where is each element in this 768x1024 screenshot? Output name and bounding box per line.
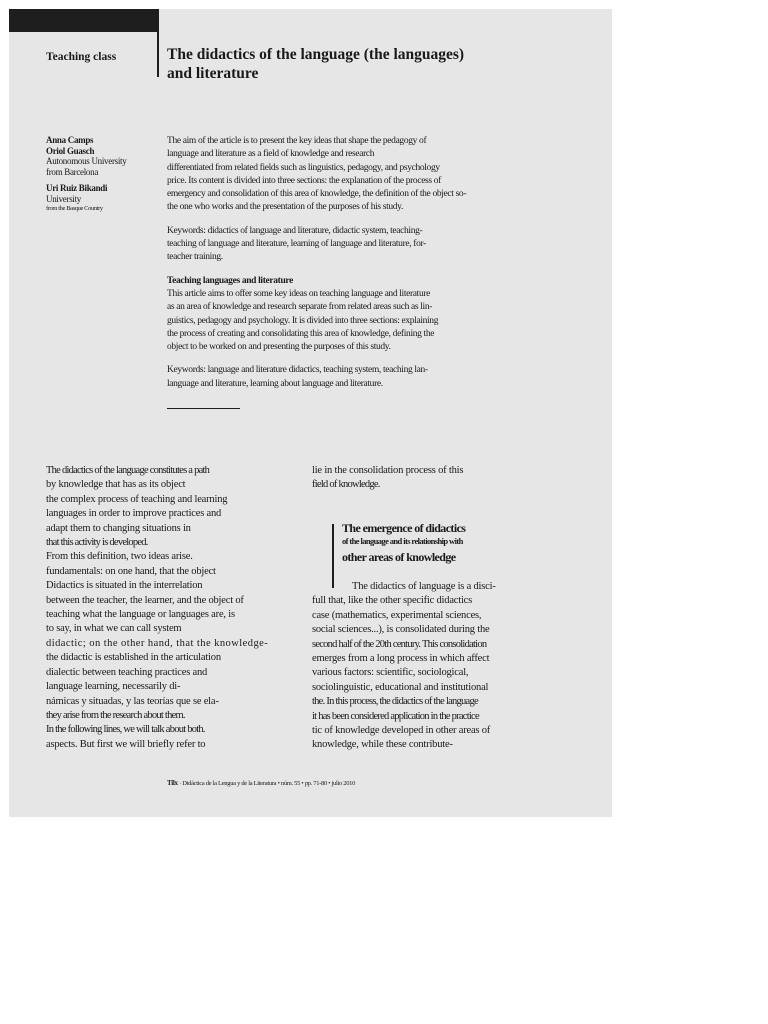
abstract-line: price. Its content is divided into three sections: the explanation of the process of: [167, 175, 441, 186]
subheading: [342, 521, 532, 568]
body-line: Didactics is situated in the interrelation: [46, 580, 203, 592]
body-line: language learning, necessarily di-: [46, 681, 181, 693]
body-line: field of knowledge.: [312, 479, 380, 491]
body-line: The didactics of language is a disci-: [352, 581, 496, 592]
abstract-line: guistics, pedagogy and psychology. It is divided into three sections: explaining: [167, 315, 439, 326]
body-line: languages in order to improve practices and: [46, 508, 222, 520]
body-line: adapt them to changing situations in: [46, 522, 191, 534]
abstract-line: This article aims to offer some key ideas on teaching language and literature: [167, 288, 431, 299]
abstract-line-spacer: [167, 215, 485, 225]
body-column-2: [312, 580, 527, 753]
body-line: lie in the consolidation process of this: [312, 465, 464, 476]
body-line: second half of the 20th century. This consolidation: [312, 638, 487, 650]
article-title: [167, 45, 527, 83]
header-tab-bar: [9, 9, 159, 32]
body-line: by knowledge that has as its object: [46, 479, 186, 491]
abstract-line: Teaching languages and literature: [167, 275, 293, 286]
body-line: In the following lines, we will talk about both.: [46, 724, 205, 736]
abstract-line: Keywords: didactics of language and literature, didactic system, teaching-: [167, 225, 423, 236]
header-divider: [157, 32, 159, 77]
journal-logo: Tilx: [167, 779, 178, 787]
author-name: Oriol Guasch: [46, 145, 95, 156]
subheading-line-1: The emergence of didactics: [342, 521, 466, 535]
body-line: social sciences...), is consolidated during the: [312, 624, 490, 636]
body-line: the. In this process, the didactics of the language: [312, 696, 478, 708]
body-line: aspects. But first we will briefly refer to: [46, 738, 206, 750]
author-affiliation: University: [46, 193, 81, 204]
body-line: knowledge, while these contribute-: [312, 739, 453, 751]
subheading-line-2: of the language and its relationship with: [342, 536, 463, 546]
abstract-line: teaching of language and literature, learning of language and literature, for-: [167, 239, 426, 250]
body-line: fundamentals: on one hand, that the object: [46, 565, 216, 577]
body-line: case (mathematics, experimental sciences,: [312, 609, 482, 621]
abstract-line: the process of creating and consolidating this area of knowledge, defining the: [167, 328, 435, 339]
subheading-rule: [332, 524, 334, 588]
body-line: that this activity is developed.: [46, 537, 148, 549]
body-line: the complex process of teaching and learning: [46, 493, 228, 505]
body-line: tic of knowledge developed in other areas of: [312, 725, 491, 737]
footer: [167, 779, 355, 787]
abstract-line: as an area of knowledge and research separate from related areas such as lin-: [167, 302, 433, 313]
author-name: Uri Ruiz Bikandi: [46, 183, 108, 193]
abstract-line: object to be worked on and presenting the purposes of this study.: [167, 342, 391, 353]
abstract-line: teacher training.: [167, 252, 223, 263]
abstract-line: language and literature as a field of knowledge and research: [167, 149, 375, 160]
section-label: Teaching class: [46, 51, 117, 63]
abstract-line: language and literature, learning about language and literature.: [167, 378, 383, 389]
abstract-line: emergency and consolidation of this area of knowledge, the definition of the object so-: [167, 189, 467, 200]
footer-citation: · Didáctica de la Lengua y de la Literatura • núm. 55 • pp. 71-80 • julio 2010: [179, 780, 356, 787]
title-line-2: and literature: [167, 65, 259, 82]
abstract-rule: [167, 408, 240, 409]
subheading-line-3: other areas of knowledge: [342, 550, 456, 564]
body-line: to say, in what we can call system: [46, 623, 182, 635]
author-affiliation: Autonomous University: [46, 156, 127, 166]
body-line: full that, like the other specific didactics: [312, 595, 473, 607]
body-line: didactic; on the other hand, that the knowledge-: [46, 637, 269, 649]
body-line: they arise from the research about them.: [46, 709, 185, 721]
body-column-2-top: [312, 464, 527, 493]
abstract-block: [167, 135, 485, 391]
author-name: Anna Camps: [46, 135, 94, 145]
body-line: various factors: scientific, sociological,: [312, 667, 469, 679]
abstract-line: the one who works and the presentation of the purposes of his study.: [167, 202, 403, 213]
body-line: dialectic between teaching practices and: [46, 666, 208, 678]
abstract-line: The aim of the article is to present the key ideas that shape the pedagogy of: [167, 136, 427, 146]
abstract-line: differentiated from related fields such as linguistics, pedagogy, and psychology: [167, 162, 440, 173]
abstract-line-spacer: [167, 354, 485, 364]
body-line: teaching what the language or languages are, is: [46, 609, 235, 621]
body-line: From this definition, two ideas arise.: [46, 551, 193, 563]
body-column-1: [46, 464, 321, 752]
body-line: between the teacher, the learner, and the object of: [46, 594, 244, 606]
body-line: emerges from a long process in which affect: [312, 653, 490, 665]
title-line-1: The didactics of the language (the languages): [167, 46, 465, 63]
body-line: the didactic is established in the articulation: [46, 652, 221, 664]
author-block: [46, 135, 161, 215]
author-affiliation: from the Basque Country: [46, 205, 103, 212]
body-line: it has been considered application in the practice: [312, 710, 479, 722]
abstract-line-spacer: [167, 265, 485, 275]
body-line: námicas y situadas, y las teorías que se ela-: [46, 695, 219, 707]
body-line: sociolinguistic, educational and institutional: [312, 681, 489, 693]
document-page: [9, 9, 612, 817]
abstract-line: Keywords: language and literature didactics, teaching system, teaching lan-: [167, 365, 428, 376]
body-line: The didactics of the language constitutes a path: [46, 465, 210, 476]
author-affiliation: from Barcelona: [46, 166, 99, 177]
